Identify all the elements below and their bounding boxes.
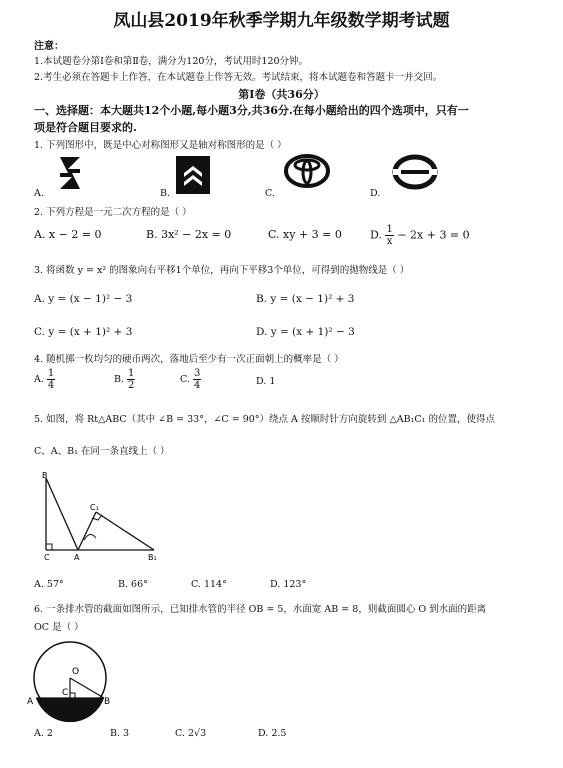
q2-option-c: C. xy + 3 = 0	[268, 228, 342, 241]
q1-option-c-label: C.	[265, 188, 275, 199]
q2-d-numerator: 1	[386, 224, 393, 235]
q3-option-c: C. y = (x + 1)² + 3	[34, 326, 133, 338]
q5-stem: 5. 如图，将 Rt△ABC（其中 ∠B = 33°，∠C = 90°）绕点 A 按顺时针方向旋转到 △AB₁C₁ 的位置，使得点	[34, 414, 496, 425]
section1-line-1: 一、选择题：本大题共12个小题,每小题3分,共36分.在每小题给出的四个选项中，只有一	[34, 104, 469, 117]
hino-logo-icon	[392, 155, 438, 189]
q6-option-b: B. 3	[110, 728, 130, 739]
toyota-logo-icon	[284, 154, 330, 188]
q6-fig-label-c: C	[62, 688, 69, 698]
q4-c-label: C.	[180, 374, 190, 385]
q5-option-b: B. 66°	[118, 579, 148, 590]
q1-stem: 1. 下列图形中，既是中心对称图形又是轴对称图形的是（ ）	[34, 140, 287, 151]
q6-option-c: C. 2√3	[175, 728, 207, 739]
q4-option-c	[180, 368, 201, 391]
q4-option-d	[256, 376, 275, 387]
q2-option-a: A. x − 2 = 0	[34, 228, 102, 241]
q5-stem-2: C、A、B₁ 在同一条直线上（ ）	[34, 446, 170, 457]
q4-b-label: B.	[114, 374, 125, 385]
notice-heading: 注意：	[34, 41, 64, 52]
q4-option-a	[34, 368, 55, 391]
q4-option-b	[114, 368, 135, 391]
q6-fig-label-o: O	[72, 667, 80, 677]
q2-option-d	[370, 224, 470, 247]
notice-line-2: 2.考生必须在答题卡上作答，在本试题卷上作答无效。考试结束，将本试题卷和答题卡一并交回。	[34, 72, 443, 83]
q2-option-b: B. 3x² − 2x = 0	[146, 228, 232, 241]
q5-option-c: C. 114°	[191, 579, 227, 590]
q5-figure	[34, 470, 164, 562]
suzuki-logo-icon	[54, 155, 86, 191]
q6-fig-label-a: A	[27, 697, 34, 707]
q4-b-den: 2	[128, 380, 135, 391]
q2-option-d-label: D.	[370, 228, 382, 242]
q4-d-value: 1	[269, 376, 276, 387]
q4-a-num: 1	[47, 368, 55, 379]
q6-figure	[27, 640, 111, 718]
q5-option-d: D. 123°	[270, 579, 307, 590]
q5-fig-label-a: A	[74, 553, 80, 562]
q2-d-denominator: x	[386, 236, 393, 247]
q1-option-a-label: A.	[34, 188, 44, 199]
q4-d-label: D.	[256, 376, 267, 387]
part1-heading: 第Ⅰ卷（共36分）	[238, 88, 325, 101]
q6-option-d: D. 2.5	[258, 728, 287, 739]
exam-title: 凤山县2019年秋季学期九年级数学期考试题	[113, 11, 450, 31]
q4-stem: 4. 随机掷一枚均匀的硬币两次，落地后至少有一次正面朝上的概率是（ ）	[34, 354, 344, 365]
q6-fig-label-b: B	[104, 697, 111, 707]
q4-a-label: A.	[34, 374, 44, 385]
q5-fig-label-c1: C₁	[90, 503, 99, 512]
q3-stem: 3. 将函数 y = x² 的图象向右平移1个单位，再向下平移3个单位，可得到的抛物线是（ ）	[34, 265, 410, 276]
q5-fig-label-b1: B₁	[148, 553, 157, 562]
section1-line-2: 项是符合题目要求的.	[34, 121, 137, 134]
q4-a-den: 4	[47, 380, 55, 391]
citroen-logo-icon	[176, 156, 210, 194]
q6-stem: 6. 一条排水管的截面如图所示，已知排水管的半径 OB = 5，水面宽 AB = 8，则截面圆心 O 到水面的距离	[34, 604, 487, 615]
q2-option-d-fraction	[385, 224, 393, 247]
q2-option-d-rest: − 2x + 3 = 0	[397, 228, 470, 242]
q5-fig-label-b: B	[42, 471, 48, 480]
q6-stem-2: OC 是（ ）	[34, 622, 84, 633]
q5-fig-label-c: C	[44, 553, 50, 562]
q2-stem: 2. 下列方程是一元二次方程的是（ ）	[34, 207, 192, 218]
q5-option-a: A. 57°	[34, 579, 64, 590]
q1-option-d-label: D.	[370, 188, 381, 199]
notice-line-1: 1.本试题卷分第Ⅰ卷和第Ⅱ卷，满分为120分，考试用时120分钟。	[34, 56, 309, 67]
q3-option-a: A. y = (x − 1)² − 3	[34, 293, 133, 305]
q4-c-num: 3	[193, 368, 201, 379]
q4-c-den: 4	[193, 380, 201, 391]
q4-b-num: 1	[128, 368, 135, 379]
q3-option-b: B. y = (x − 1)² + 3	[256, 293, 355, 305]
q6-option-a: A. 2	[34, 728, 53, 739]
q3-option-d: D. y = (x + 1)² − 3	[256, 326, 355, 338]
q1-option-b-label: B.	[160, 188, 171, 199]
